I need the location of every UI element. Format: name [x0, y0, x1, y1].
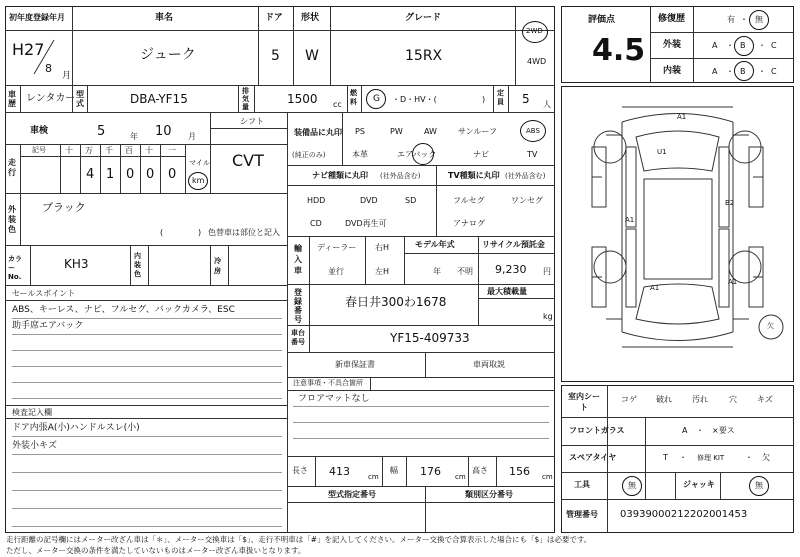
exterior-sep2: ・: [758, 41, 766, 50]
grade-label: グレード: [405, 13, 442, 23]
mileage-sym-label: 記号: [32, 146, 46, 154]
cc-unit: cc: [333, 100, 342, 109]
manage-value: 03939000212202001453: [620, 509, 748, 520]
jack-label: ジャッキ: [683, 480, 715, 489]
model-year-unit: 年: [433, 267, 441, 276]
color-note: 色替車は部位と記入: [208, 228, 280, 237]
equip-ps: PS: [355, 127, 365, 136]
dmg-mark-6: A1: [728, 278, 738, 286]
reg-month: 8: [45, 62, 52, 75]
seat-dirt: 汚れ: [692, 395, 708, 404]
length-value: 413: [329, 465, 350, 478]
height-label: 高さ: [472, 466, 488, 475]
model: DBA-YF15: [130, 92, 188, 106]
grade: 15RX: [405, 48, 443, 64]
color-paren-open: (: [160, 228, 164, 237]
fuel-close: ): [482, 95, 486, 104]
exterior-sep1: ・: [726, 41, 734, 50]
length-label: 長さ: [292, 466, 308, 475]
usage: レンタカー: [26, 93, 76, 104]
shift: CVT: [232, 151, 264, 170]
dmg-mark-5: A1: [650, 284, 660, 292]
tv-fullseg: フルセグ: [453, 196, 485, 205]
nav-hdd: HDD: [307, 196, 326, 205]
displacement-label: 排気量: [242, 87, 249, 111]
equip-navi: ナビ: [473, 150, 489, 159]
month-unit: 月: [62, 71, 72, 81]
notes-label: 注意事項・不具合箇所: [293, 379, 363, 387]
name-label: 車名: [155, 13, 174, 23]
interior-c: C: [771, 67, 777, 76]
color-paren-close: ): [198, 228, 202, 237]
exterior-a: A: [712, 41, 718, 50]
interior-sep2: ・: [758, 67, 766, 76]
unit-5: 一: [168, 146, 176, 155]
load-unit: kg: [543, 312, 553, 321]
dmg-mark-4: B2: [725, 199, 735, 207]
height-value: 156: [509, 465, 530, 478]
drive-4wd: 4WD: [527, 57, 547, 66]
color-value: ブラック: [42, 201, 86, 214]
exterior-label: 外装: [663, 40, 682, 50]
digit-2: 0: [126, 167, 135, 182]
class-label: 類別区分番号: [465, 490, 513, 499]
warranty-label: 新車保証書: [335, 360, 375, 369]
recycle-unit: 円: [543, 267, 551, 276]
fuel-label: 燃料: [350, 89, 357, 106]
seat-tear: 破れ: [656, 395, 672, 404]
capacity: 5: [522, 92, 530, 106]
footer-line1: 走行距離の記号欄にはメーター改ざん車は「＊」、メーター交換車は「$」、走行不明車は「#」を記入してください。メーター交換で合算表示した場合にも「$」は必要です。: [6, 535, 592, 544]
equip-pw: PW: [390, 127, 403, 136]
equip-aw: AW: [424, 127, 437, 136]
nav-sub: (社外品含む): [380, 172, 421, 180]
score: 4.5: [592, 33, 646, 68]
fuel-g: G: [373, 94, 380, 104]
seat-scratch: キズ: [757, 395, 773, 404]
interior-label: 内装: [663, 66, 682, 76]
digit-4: 0: [168, 167, 177, 182]
score-label: 評価点: [588, 15, 616, 25]
notes-value: フロアマットなし: [298, 394, 370, 404]
type-spec-label: 型式指定番号: [328, 490, 376, 499]
inspection-year: 5: [97, 124, 106, 139]
import-steer-l: 左H: [375, 267, 390, 276]
manual-label: 車両取説: [473, 360, 505, 369]
nav-label: ナビ種類に丸印: [312, 171, 368, 180]
spare-sep1: ・: [679, 453, 687, 462]
repair-sep: ・: [740, 15, 748, 24]
inspection-month: 10: [155, 124, 172, 139]
inspector-line2: 外装小キズ: [12, 441, 57, 451]
sales-line2: 助手席エアバック: [12, 321, 84, 331]
width-label: 幅: [390, 466, 398, 475]
interior-b: B: [740, 67, 746, 76]
chassis-value: YF15-409733: [390, 331, 470, 345]
digit-3: 0: [146, 167, 155, 182]
length-unit: cm: [368, 473, 379, 481]
unit-2: 千: [105, 146, 113, 155]
unit-0: 十: [65, 146, 73, 155]
car-name: ジューク: [140, 47, 196, 63]
glass-label: フロントガラス: [569, 426, 625, 435]
equip-airbag: エアバック: [397, 150, 437, 159]
repair-yes: 有: [727, 15, 735, 24]
equip-abs: ABS: [526, 127, 540, 135]
recycle-label: リサイクル預託金: [482, 240, 545, 249]
model-label: 型式: [76, 90, 84, 108]
tv-label: TV種類に丸印: [448, 171, 500, 180]
dmg-mark-1: A1: [677, 113, 687, 121]
plate-value: 春日井300わ1678: [345, 295, 447, 309]
inspection-label: 車検: [30, 126, 49, 136]
mile-label: マイル: [189, 159, 210, 167]
km-unit: km: [192, 176, 205, 185]
seat-hole: 穴: [729, 395, 737, 404]
equipment-label: 装備品に丸印: [294, 128, 342, 137]
seat-label: 室内シート: [568, 392, 600, 412]
width-unit: cm: [455, 473, 466, 481]
exterior-c: C: [771, 41, 777, 50]
inspector-line1: ドア内張A(小)ハンドルスレ(小): [12, 423, 140, 433]
exterior-b: B: [740, 41, 746, 50]
color-label: 外装色: [8, 205, 16, 234]
height-unit: cm: [542, 473, 553, 481]
usage-label: 車歴: [8, 90, 16, 108]
seat-burn: コゲ: [621, 395, 637, 404]
nav-dvd-play: DVD再生可: [345, 219, 387, 228]
interior-sep1: ・: [726, 67, 734, 76]
reg-year-label: 初年度登録年月: [9, 13, 65, 22]
glass-x: ×要ス: [712, 426, 735, 435]
width-value: 176: [420, 465, 441, 478]
mileage-label: 走行: [8, 158, 16, 177]
shape-label: 形状: [301, 13, 320, 23]
equip-leather: 本革: [352, 150, 368, 159]
sales-label: セールスポイント: [12, 289, 76, 298]
shape: W: [305, 48, 319, 64]
inspector-label: 検査記入欄: [12, 408, 52, 417]
inspection-year-unit: 年: [130, 132, 138, 141]
displacement: 1500: [287, 92, 318, 106]
drive-2wd: 2WD: [526, 27, 543, 35]
digit-0: 4: [86, 167, 95, 182]
capacity-label: 定員: [497, 89, 504, 106]
person-unit: 人: [543, 100, 551, 109]
spare-t: T: [663, 453, 668, 462]
tv-sub: (社外品含む): [505, 172, 546, 180]
color-no-label: カラーNo.: [8, 255, 22, 281]
equip-tv: TV: [527, 150, 538, 159]
sales-line1: ABS、キーレス、ナビ、フルセグ、バックカメラ、ESC: [12, 305, 235, 315]
glass-a: A: [682, 426, 688, 435]
unit-1: 万: [85, 146, 93, 155]
model-year-label: モデル年式: [415, 240, 455, 249]
jack-value: 無: [755, 481, 763, 490]
shift-label: シフト: [240, 117, 264, 126]
tools-value: 無: [628, 481, 636, 490]
color-no: KH3: [64, 257, 89, 271]
repair-label: 修復歴: [658, 14, 686, 24]
import-steer-r: 右H: [375, 243, 390, 252]
nav-dvd: DVD: [360, 196, 378, 205]
nav-cd: CD: [310, 219, 322, 228]
recycle-value: 9,230: [495, 263, 527, 276]
unit-3: 百: [125, 146, 133, 155]
footer-line2: ただし、メーター交換の条件を満たしていないものはメーター改ざん車扱いとなります。: [6, 546, 306, 555]
spare-none: 欠: [762, 453, 770, 462]
manage-label: 管理番号: [566, 510, 598, 519]
digit-1: 1: [106, 167, 115, 182]
spare-kit: 修理 KIT: [697, 454, 725, 462]
load-label: 最大積載量: [487, 287, 527, 296]
nav-sd: SD: [405, 196, 417, 205]
tools-label: 工具: [574, 480, 590, 489]
missing-mark: 欠: [767, 322, 774, 330]
ac-label: 冷房: [214, 257, 221, 275]
equip-sunroof: サンルーフ: [458, 127, 497, 136]
spare-sep2: ・: [745, 453, 753, 462]
inspection-month-unit: 月: [188, 132, 196, 141]
equipment-sub: (純正のみ): [292, 151, 326, 159]
interior-color-label: 内装色: [134, 252, 141, 278]
tv-analog: アナログ: [453, 219, 485, 228]
doors: 5: [271, 48, 280, 64]
tv-oneseg: ワンセグ: [511, 196, 543, 205]
chassis-label: 車台番号: [291, 329, 305, 346]
unit-4: 十: [145, 146, 153, 155]
fuel-others: ・D・HV・(: [392, 95, 437, 104]
import-dealer: ディーラー: [317, 243, 357, 252]
import-parallel: 並行: [328, 267, 344, 276]
glass-sep: ・: [696, 426, 704, 435]
interior-a: A: [712, 67, 718, 76]
plate-label: 登録番号: [294, 288, 302, 324]
spare-label: スペアタイヤ: [569, 453, 617, 462]
model-year-unknown: 不明: [457, 267, 473, 276]
dmg-mark-2: U1: [657, 148, 667, 156]
dmg-mark-3: A1: [625, 216, 635, 224]
car-diagram: [562, 87, 793, 381]
door-label: ドア: [265, 13, 283, 23]
reg-year: H27: [12, 40, 45, 59]
import-label: 輸入車: [294, 244, 302, 275]
repair-no: 無: [755, 15, 763, 24]
